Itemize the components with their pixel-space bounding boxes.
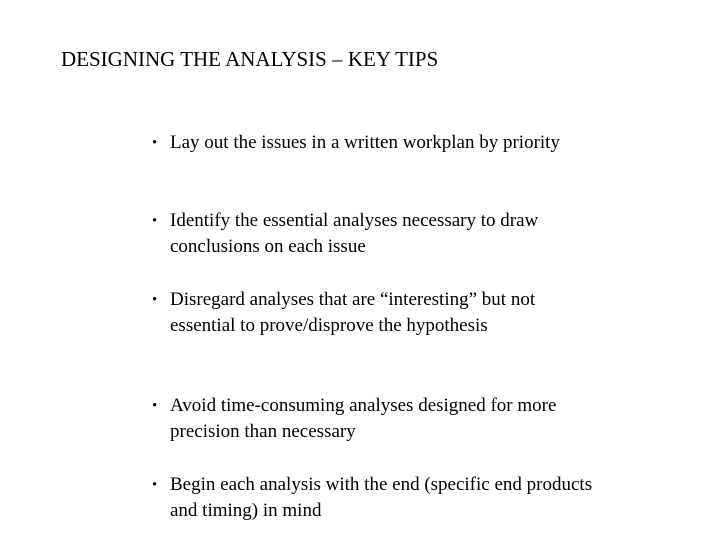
bullet-item [152,287,602,339]
bullet-text: Disregard analyses that are “interesting” but not essential to prove/disprove the hypothesis [170,289,536,336]
bullet-text: Avoid time-consuming analyses designed for more precision than necessary [170,395,557,442]
bullet-item [152,208,602,260]
bullet-icon: • [152,398,158,414]
bullet-item [152,130,602,156]
bullet-item [152,393,602,445]
bullet-icon: • [152,477,158,493]
bullet-text: Identify the essential analyses necessary to draw conclusions on each issue [170,210,539,257]
bullet-icon: • [152,213,158,229]
bullet-item [152,472,602,524]
bullet-text: Lay out the issues in a written workplan by priority [170,132,560,153]
slide-title: DESIGNING THE ANALYSIS – KEY TIPS [61,47,439,71]
bullet-icon: • [152,135,158,151]
bullet-text: Begin each analysis with the end (specific end products and timing) in mind [170,474,593,521]
bullet-icon: • [152,292,158,308]
